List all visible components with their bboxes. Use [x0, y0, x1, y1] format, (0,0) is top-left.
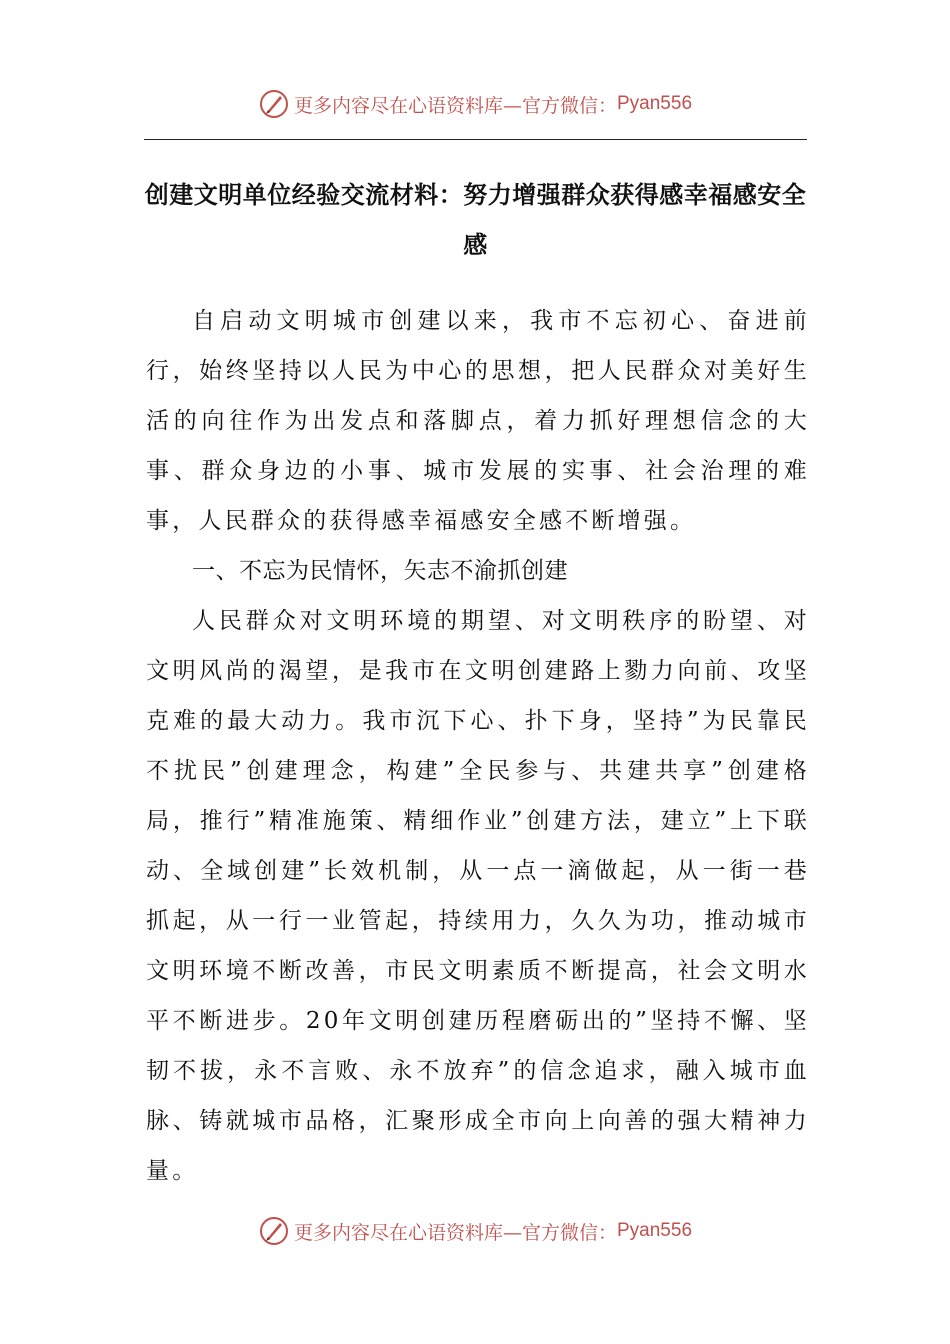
section-heading: 一、不忘为民情怀，矢志不渝抓创建: [192, 558, 568, 584]
section-paragraph: 人民群众对文明环境的期望、对文明秩序的盼望、对文明风尚的渴望，是我市在文明创建路上勠力向前、攻坚克难的最大动力。我市沉下心、扑下身，坚持”为民靠民不扰民”创建理念，构建”全民参与、共建共享”创建格局，推行”精准施策、精细作业”创建方法，建立”上下联动、全域创建”长效机制，从一点一滴做起，从一街一巷抓起，从一行一业管起，持续用力，久久为功，推动城市文明环境不断改善，市民文明素质不断提高，社会文明水平不断进步。20年文明创建历程磨砺出的”坚持不懈、坚韧不拔，永不言败、永不放弃”的信念追求，融入城市血脉、铸就城市品格，汇聚形成全市向上向善的强大精神力量。: [146, 608, 810, 1184]
quill-pen-icon: [258, 1215, 290, 1247]
header-banner: [0, 84, 950, 124]
document-title: 创建文明单位经验交流材料：努力增强群众获得感幸福感安全感: [144, 180, 807, 259]
footer-banner: [0, 1211, 950, 1251]
intro-paragraph: 自启动文明城市创建以来，我市不忘初心、奋进前行，始终坚持以人民为中心的思想，把人民群众对美好生活的向往作为出发点和落脚点，着力抓好理想信念的大事、群众身边的小事、城市发展的实事、社会治理的难事，人民群众的获得感幸福感安全感不断增强。: [146, 308, 810, 534]
document-body: [146, 296, 810, 1196]
header-divider: [144, 139, 807, 140]
quill-pen-icon: [258, 88, 290, 120]
banner-text: 更多内容尽在心语资料库—官方微信：: [293, 94, 617, 117]
banner-wechat-id: Pyan556: [617, 1220, 693, 1241]
banner-wechat-id: Pyan556: [617, 93, 693, 114]
banner-text: 更多内容尽在心语资料库—官方微信：: [293, 1221, 617, 1244]
